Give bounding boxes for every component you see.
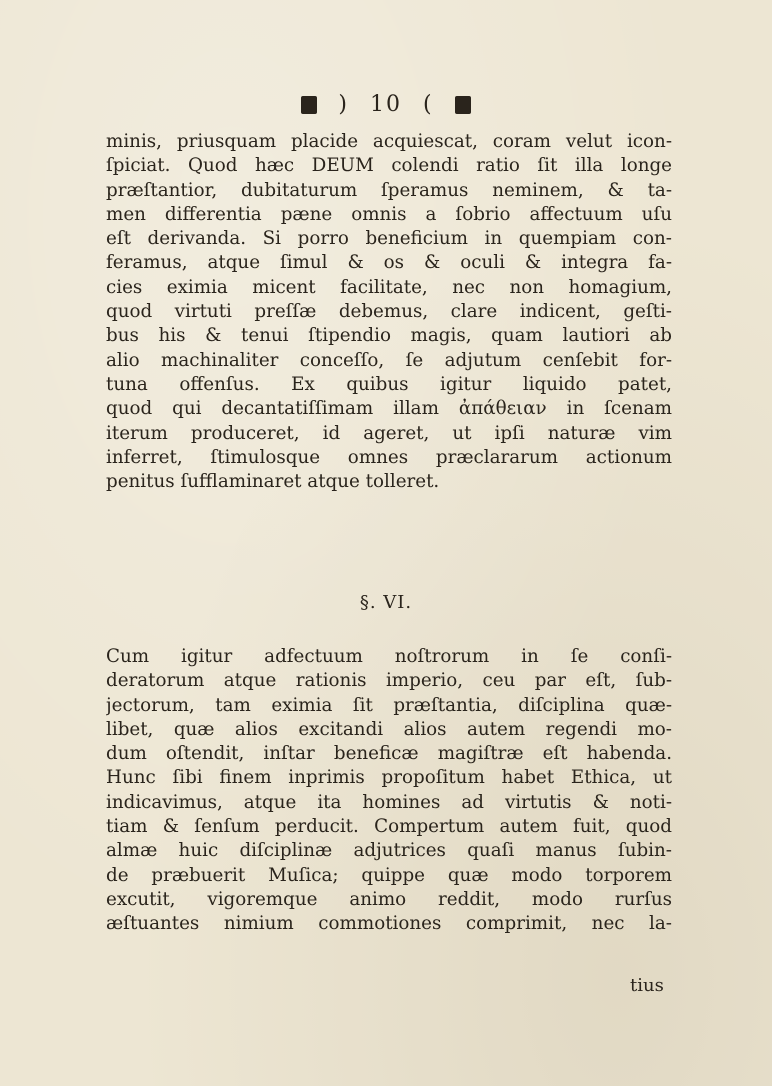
text-line: de præbuerit Muſica; quippe quæ modo torporem xyxy=(106,864,672,886)
text-line: tuna offenſus. Ex quibus igitur liquido patet, xyxy=(106,373,672,395)
left-ornament-icon xyxy=(301,96,317,114)
text-line: quod qui decantatiſſimam illam ἀπάθειαν in ſcenam xyxy=(106,398,672,420)
text-line: almæ huic diſciplinæ adjutrices quaſi manus ſubin- xyxy=(106,840,672,862)
text-line: Hunc ſibi finem inprimis propoſitum habet Ethica, ut xyxy=(106,767,672,789)
text-line: inferret, ſtimulosque omnes præclararum actionum xyxy=(106,446,672,468)
text-line: minis, priusquam placide acquiescat, coram velut icon- xyxy=(106,131,672,152)
text-line: eſt derivanda. Si porro beneficium in quempiam con- xyxy=(106,228,672,250)
text-line: libet, quæ alios excitandi alios autem regendi mo- xyxy=(106,718,672,740)
text-line: tiam & ſenſum perducit. Compertum autem fuit, quod xyxy=(106,816,672,838)
left-paren: ) xyxy=(338,92,349,117)
paragraph-1 xyxy=(106,130,672,494)
right-ornament-icon xyxy=(455,96,471,114)
text-line: bus his & tenui ſtipendio magis, quam lautiori ab xyxy=(106,325,672,347)
text-line: dum oſtendit, inſtar beneficæ magiſtræ eſt habenda. xyxy=(106,743,672,765)
page-number: 10 xyxy=(370,92,402,117)
right-paren: ( xyxy=(423,92,434,117)
text-line: jectorum, tam eximia ſit præſtantia, diſciplina quæ- xyxy=(106,694,672,716)
text-line: excutit, vigoremque animo reddit, modo rurſus xyxy=(106,888,672,910)
text-line: æſtuantes nimium commotiones comprimit, nec la- xyxy=(106,913,672,935)
text-line: deratorum atque rationis imperio, ceu par eſt, ſub- xyxy=(106,670,672,692)
text-line: quod virtuti preſſæ debemus, clare indicent, geſti- xyxy=(106,301,672,323)
text-line: penitus ſufflaminaret atque tolleret. xyxy=(106,471,440,493)
text-line: cies eximia micent facilitate, nec non homagium, xyxy=(106,276,672,298)
text-line: men differentia pæne omnis a ſobrio affectuum uſu xyxy=(106,203,672,225)
catchword: tius xyxy=(630,975,664,996)
text-line: Cum igitur adfectuum noſtrorum in ſe conſi- xyxy=(106,646,672,667)
text-line: indicavimus, atque ita homines ad virtutis & noti- xyxy=(106,791,672,813)
section-heading: §. VI. xyxy=(359,592,413,613)
text-line: iterum produceret, id ageret, ut ipſi naturæ vim xyxy=(106,422,672,444)
text-line: feramus, atque ſimul & os & oculi & integra fa- xyxy=(106,252,672,274)
text-line: alio machinaliter conceſſo, ſe adjutum cenſebit for- xyxy=(106,349,672,371)
paragraph-2 xyxy=(106,645,672,937)
text-line: præſtantior, dubitaturum ſperamus neminem, & ta- xyxy=(106,179,672,201)
page-header xyxy=(0,92,772,117)
text-line: ſpiciat. Quod hæc DEUM colendi ratio ſit illa longe xyxy=(106,155,672,177)
